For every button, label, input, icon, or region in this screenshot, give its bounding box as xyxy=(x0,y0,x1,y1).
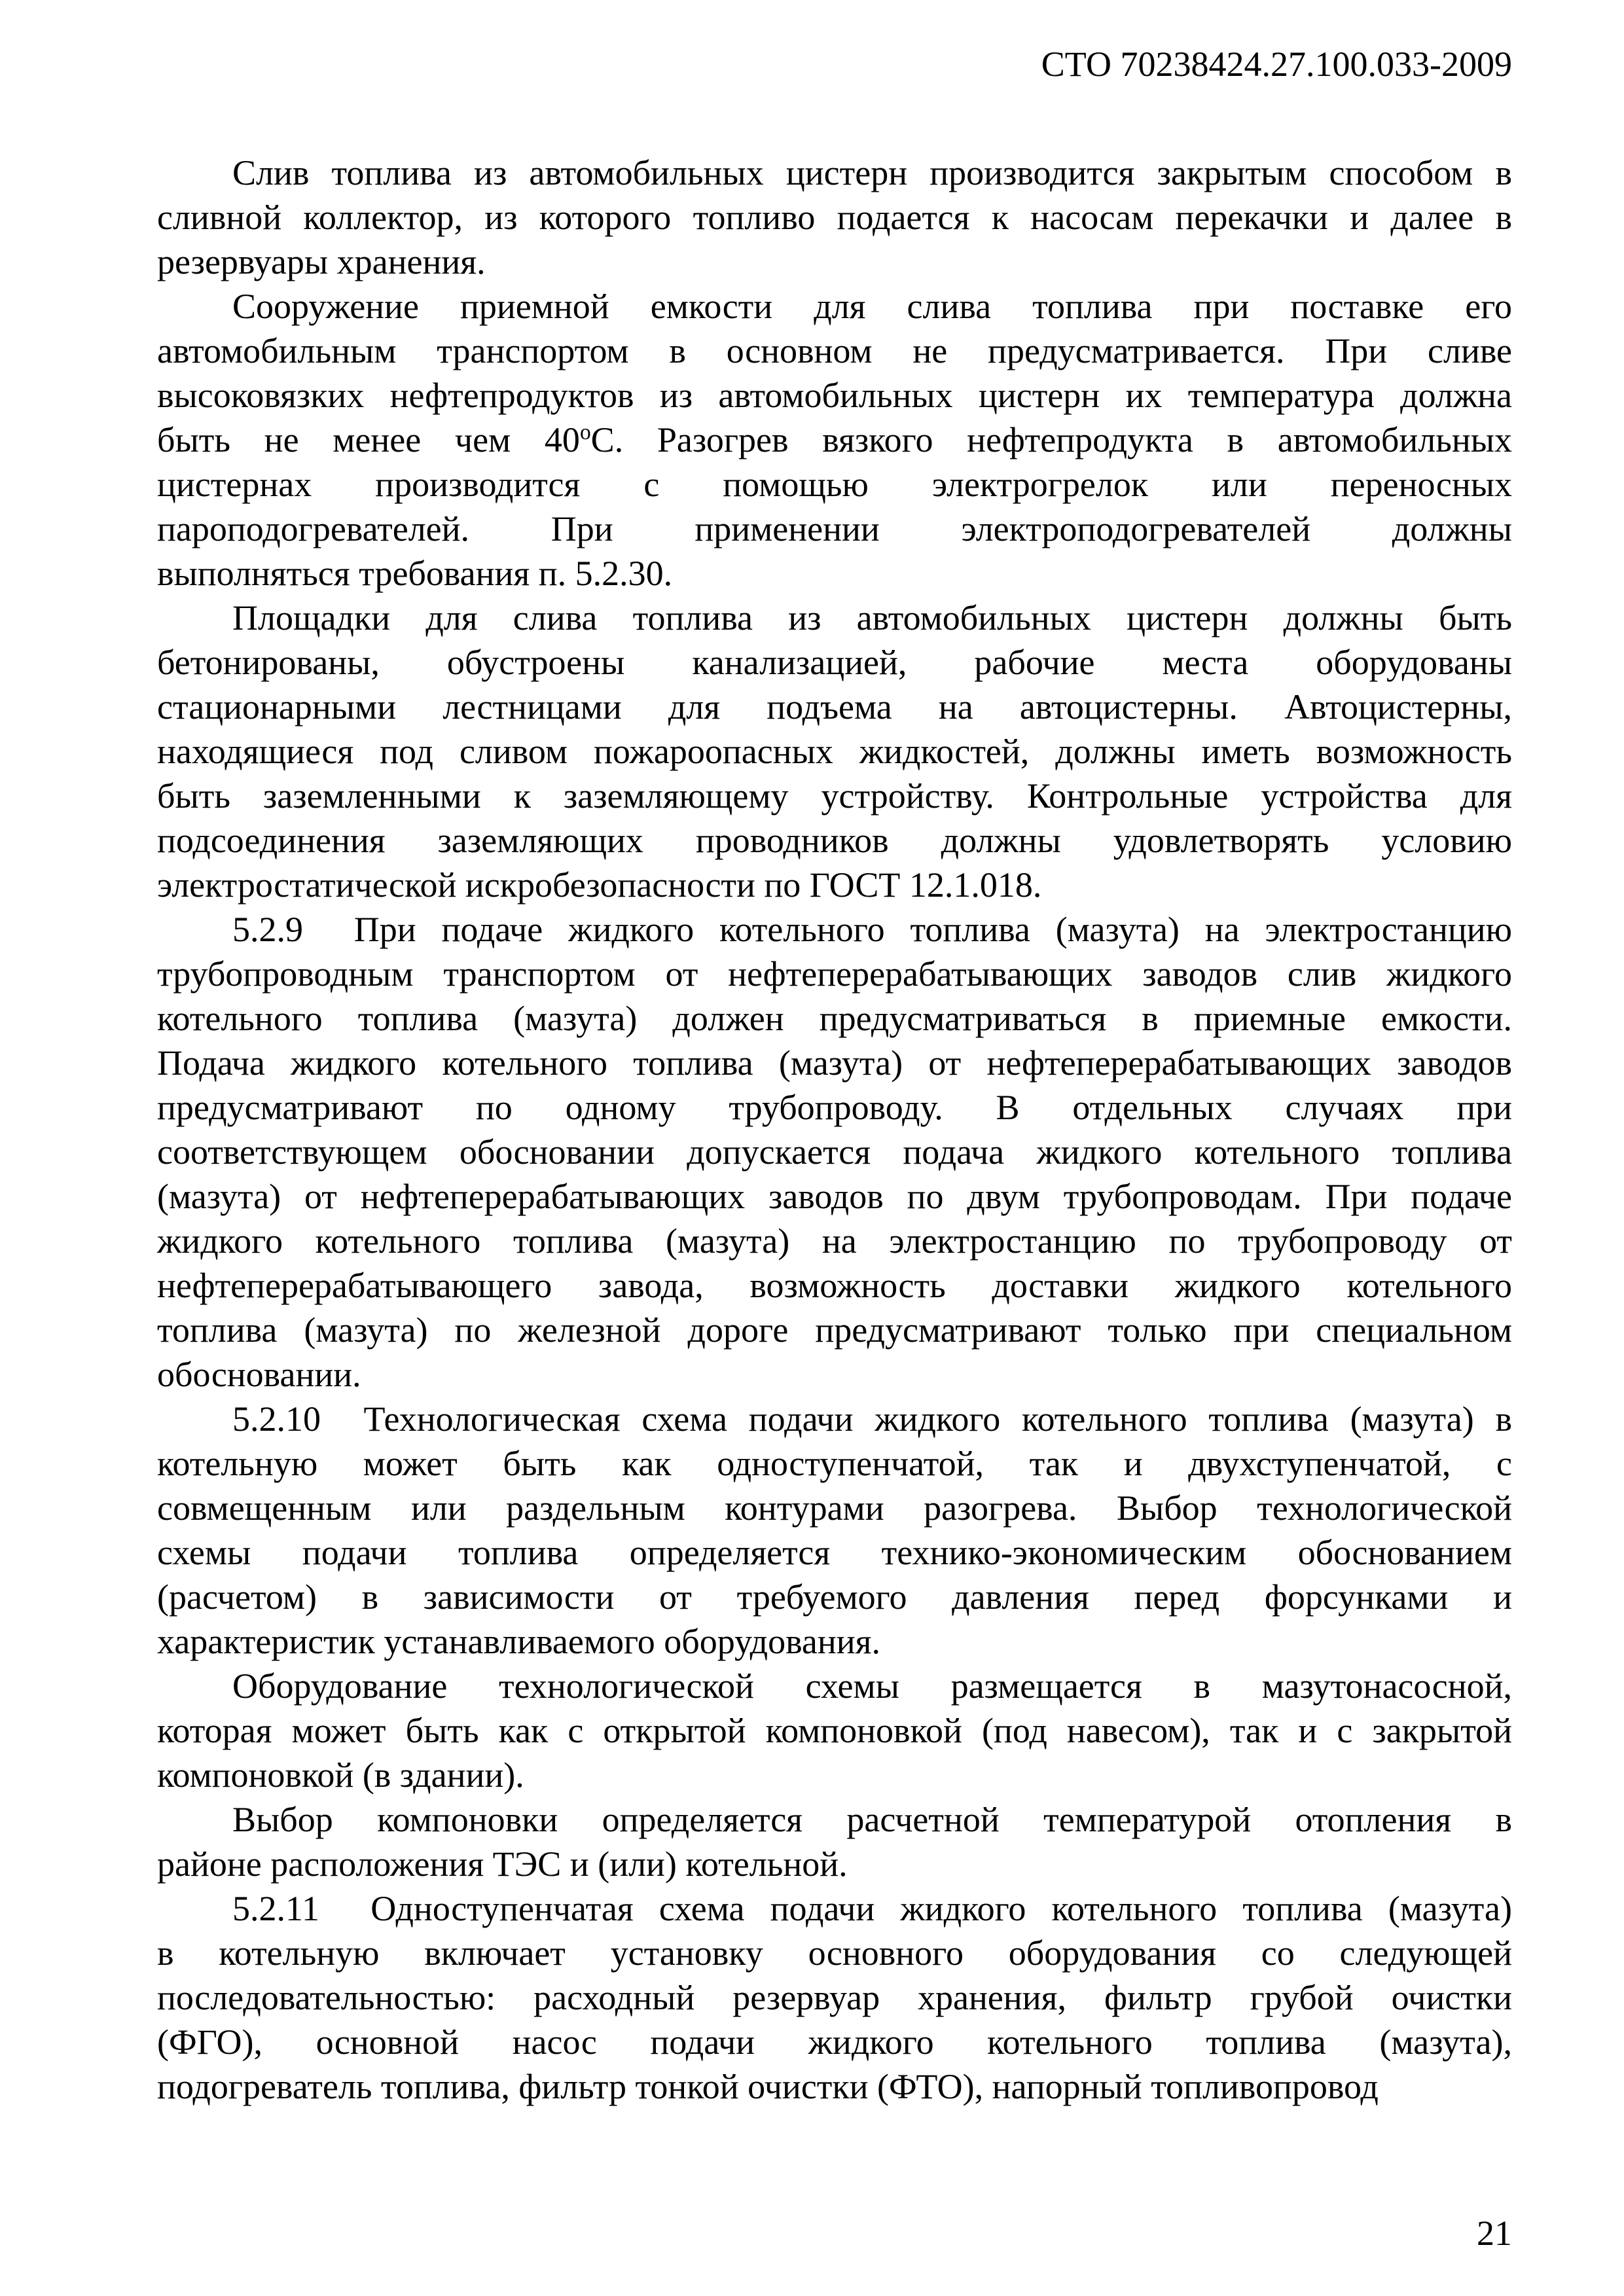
text-line: 5.2.9 При подаче жидкого котельного топлива (мазута) на электростанцию xyxy=(232,910,1512,949)
text-line: быть заземленными к заземляющему устройству. Контрольные устройства для xyxy=(157,776,1512,816)
text-line: резервуары хранения. xyxy=(157,242,486,281)
text-line: Слив топлива из автомобильных цистерн производится закрытым способом в xyxy=(232,153,1512,192)
text-line: Выбор компоновки определяется расчетной температурой отопления в xyxy=(232,1800,1512,1839)
text-line: предусматривают по одному трубопроводу. В отдельных случаях при xyxy=(157,1088,1512,1127)
text-line: трубопроводным транспортом от нефтеперерабатывающих заводов слив жидкого xyxy=(157,954,1512,994)
text-line: схемы подачи топлива определяется технико-экономическим обоснованием xyxy=(157,1533,1512,1572)
text-line: котельную может быть как одноступенчатой, так и двухступенчатой, с xyxy=(157,1444,1512,1483)
document-body xyxy=(157,151,1512,2109)
text-line: Оборудование технологической схемы размещается в мазутонасосной, xyxy=(232,1666,1512,1706)
text-line: (мазута) от нефтеперерабатывающих заводов по двум трубопроводам. При подаче xyxy=(157,1177,1512,1216)
text-line: характеристик устанавливаемого оборудования. xyxy=(157,1622,881,1661)
text-line: выполняться требования п. 5.2.30. xyxy=(157,554,673,593)
text-line: 5.2.10 Технологическая схема подачи жидкого котельного топлива (мазута) в xyxy=(232,1399,1512,1439)
text-line: компоновкой (в здании). xyxy=(157,1755,524,1795)
page-number: 21 xyxy=(1477,2214,1512,2253)
text-line: цистернах производится с помощью электрогрелок или переносных xyxy=(157,465,1512,504)
text-line: последовательностью: расходный резервуар хранения, фильтр грубой очистки xyxy=(157,1978,1512,2017)
text-line: обосновании. xyxy=(157,1355,361,1394)
text-line: электростатической искробезопасности по ГОСТ 12.1.018. xyxy=(157,865,1042,905)
text-line: 5.2.11 Одноступенчатая схема подачи жидкого котельного топлива (мазута) xyxy=(232,1889,1512,1928)
text-line: сливной коллектор, из которого топливо подается к насосам перекачки и далее в xyxy=(157,198,1512,237)
text-line: находящиеся под сливом пожароопасных жидкостей, должны иметь возможность xyxy=(157,732,1512,771)
text-line: бетонированы, обустроены канализацией, рабочие места оборудованы xyxy=(157,643,1512,682)
text-line: стационарными лестницами для подъема на автоцистерны. Автоцистерны, xyxy=(157,687,1512,726)
text-line: Подача жидкого котельного топлива (мазута) от нефтеперерабатывающих заводов xyxy=(157,1043,1512,1083)
text-line: которая может быть как с открытой компоновкой (под навесом), так и с закрытой xyxy=(157,1711,1512,1750)
text-line: высоковязких нефтепродуктов из автомобильных цистерн их температура должна xyxy=(157,376,1512,415)
text-line: районе расположения ТЭС и (или) котельной. xyxy=(157,1844,848,1884)
text-line: Сооружение приемной емкости для слива топлива при поставке его xyxy=(232,287,1512,326)
text-line: (ФГО), основной насос подачи жидкого котельного топлива (мазута), xyxy=(157,2022,1512,2062)
text-line: в котельную включает установку основного оборудования со следующей xyxy=(157,1933,1512,1973)
text-line: подсоединения заземляющих проводников должны удовлетворять условию xyxy=(157,821,1512,860)
text-line: соответствующем обосновании допускается подача жидкого котельного топлива xyxy=(157,1132,1512,1172)
text-line: нефтеперерабатывающего завода, возможность доставки жидкого котельного xyxy=(157,1266,1512,1305)
text-line: пароподогревателей. При применении электроподогревателей должны xyxy=(157,509,1512,548)
text-line: (расчетом) в зависимости от требуемого давления перед форсунками и xyxy=(157,1577,1512,1617)
text-line: подогреватель топлива, фильтр тонкой очистки (ФТО), напорный топливопровод xyxy=(157,2067,1379,2106)
text-line: котельного топлива (мазута) должен предусматриваться в приемные емкости. xyxy=(157,999,1512,1038)
text-line: Площадки для слива топлива из автомобильных цистерн должны быть xyxy=(232,598,1512,637)
superscript-text: о xyxy=(579,420,591,444)
document-header: СТО 70238424.27.100.033-2009 xyxy=(1041,45,1512,84)
text-line: совмещенным или раздельным контурами разогрева. Выбор технологической xyxy=(157,1488,1512,1528)
text-line: жидкого котельного топлива (мазута) на электростанцию по трубопроводу от xyxy=(157,1221,1512,1261)
text-line: автомобильным транспортом в основном не предусматривается. При сливе xyxy=(157,331,1512,370)
text-line: топлива (мазута) по железной дороге предусматривают только при специальном xyxy=(157,1310,1512,1350)
text-line: быть не менее чем $40^оС$. Разогрев вязкого нефтепродукта в автомобильных xyxy=(157,420,1512,459)
